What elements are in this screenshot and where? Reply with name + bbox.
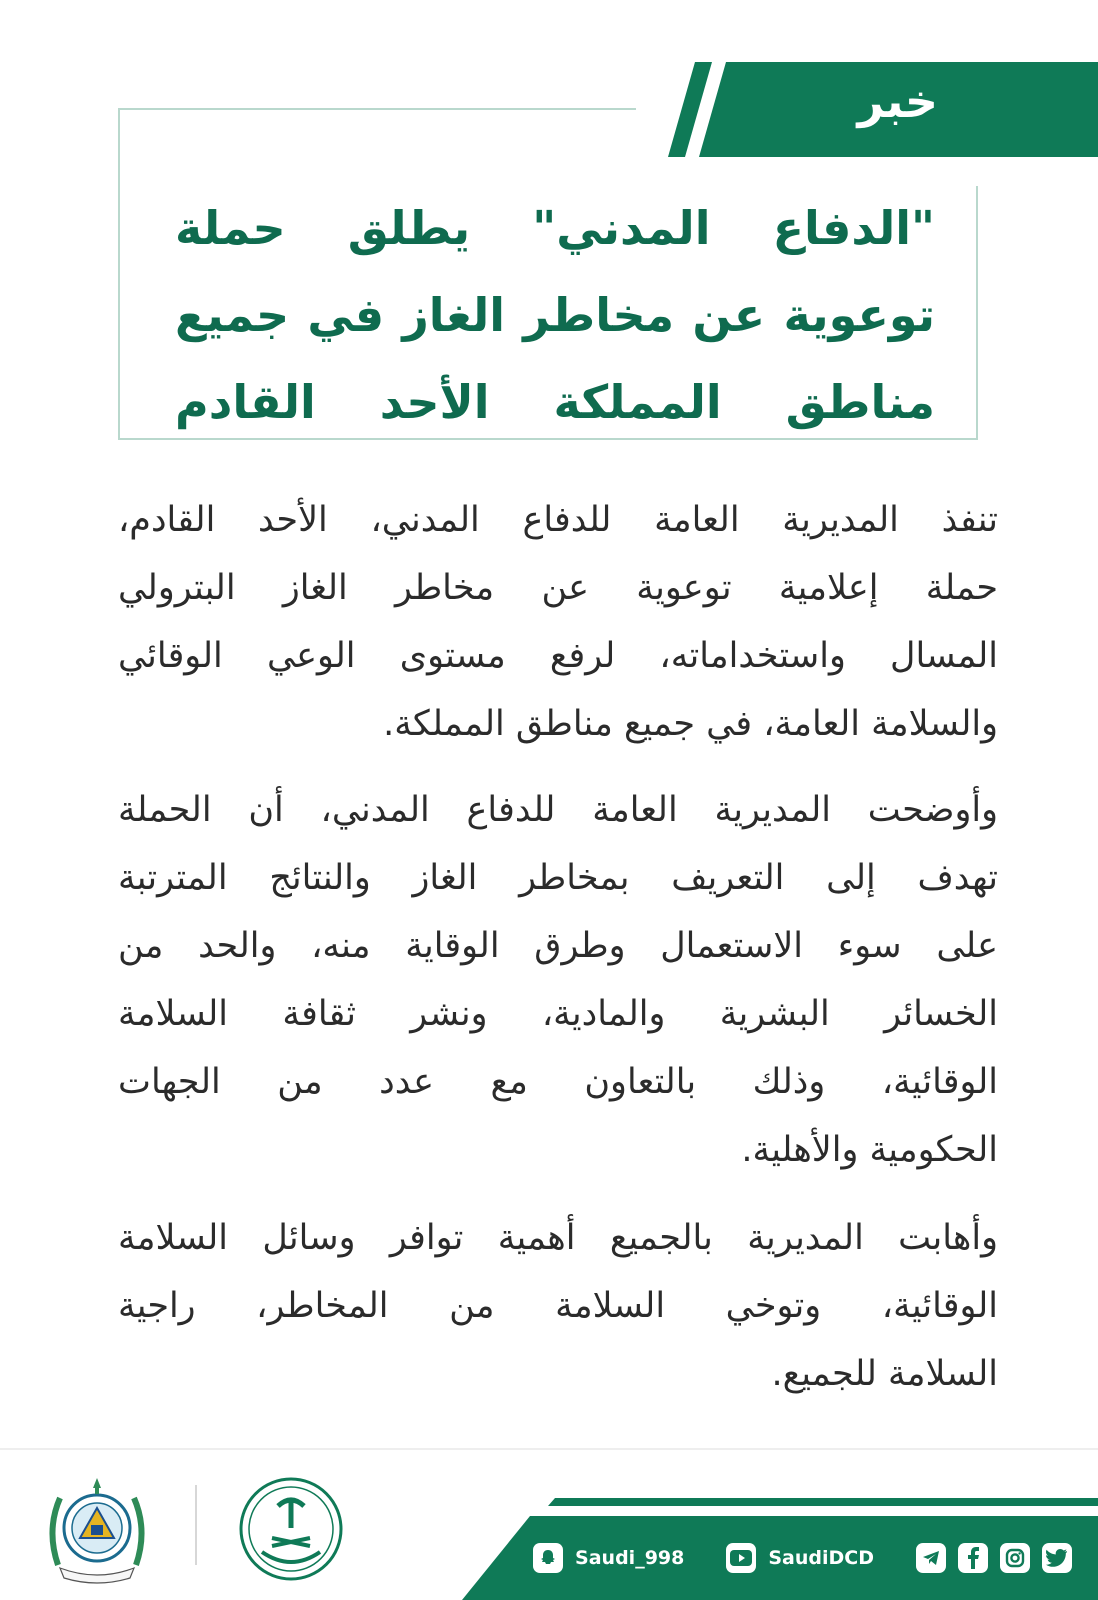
snapchat-icon[interactable] <box>533 1543 563 1573</box>
telegram-icon[interactable] <box>916 1543 946 1573</box>
paragraph-3-line: الوقائية، وتوخي السلامة من المخاطر، راجية <box>118 1286 998 1326</box>
facebook-icon[interactable] <box>958 1543 988 1573</box>
paragraph-1-line: تنفذ المديرية العامة للدفاع المدني، الأحد القادم، <box>118 500 998 540</box>
headline-line-2: توعوية عن مخاطر الغاز في جميع <box>175 288 935 342</box>
twitter-icon[interactable] <box>1042 1543 1072 1573</box>
banner-label: خبر <box>857 74 938 128</box>
paragraph-2 <box>118 776 998 1184</box>
paragraph-1-line: حملة إعلامية توعوية عن مخاطر الغاز البترولي <box>118 568 998 608</box>
paragraph-2-line: الحكومية والأهلية. <box>741 1130 998 1170</box>
paragraph-2-line: على سوء الاستعمال وطرق الوقاية منه، والحد من <box>118 926 998 966</box>
paragraph-1-line: والسلامة العامة، في جميع مناطق المملكة. <box>383 704 998 744</box>
paragraph-1 <box>118 486 998 758</box>
headline <box>175 185 935 446</box>
headline-line-3: مناطق المملكة الأحد القادم <box>175 375 935 429</box>
paragraph-2-line: وأوضحت المديرية العامة للدفاع المدني، أن الحملة <box>118 790 998 830</box>
paragraph-2-line: الوقائية، وذلك بالتعاون مع عدد من الجهات <box>118 1062 998 1102</box>
paragraph-3-line: وأهابت المديرية بالجميع أهمية توافر وسائل السلامة <box>118 1218 998 1258</box>
footer-divider <box>0 1448 1098 1450</box>
youtube-handle[interactable]: SaudiDCD <box>768 1547 874 1569</box>
youtube-icon[interactable] <box>726 1543 756 1573</box>
paragraph-3 <box>118 1204 998 1408</box>
paragraph-1-line: المسال واستخداماته، لرفع مستوى الوعي الوقائي <box>118 636 998 676</box>
paragraph-2-line: الخسائر البشرية والمادية، ونشر ثقافة السلامة <box>118 994 998 1034</box>
snapchat-handle[interactable]: Saudi_998 <box>575 1547 685 1569</box>
headline-line-1: "الدفاع المدني" يطلق حملة <box>175 201 935 255</box>
paragraph-2-line: تهدف إلى التعريف بمخاطر الغاز والنتائج المترتبة <box>118 858 998 898</box>
instagram-icon[interactable] <box>1000 1543 1030 1573</box>
social-links <box>533 1538 1072 1578</box>
paragraph-3-line: السلامة للجميع. <box>771 1354 998 1394</box>
